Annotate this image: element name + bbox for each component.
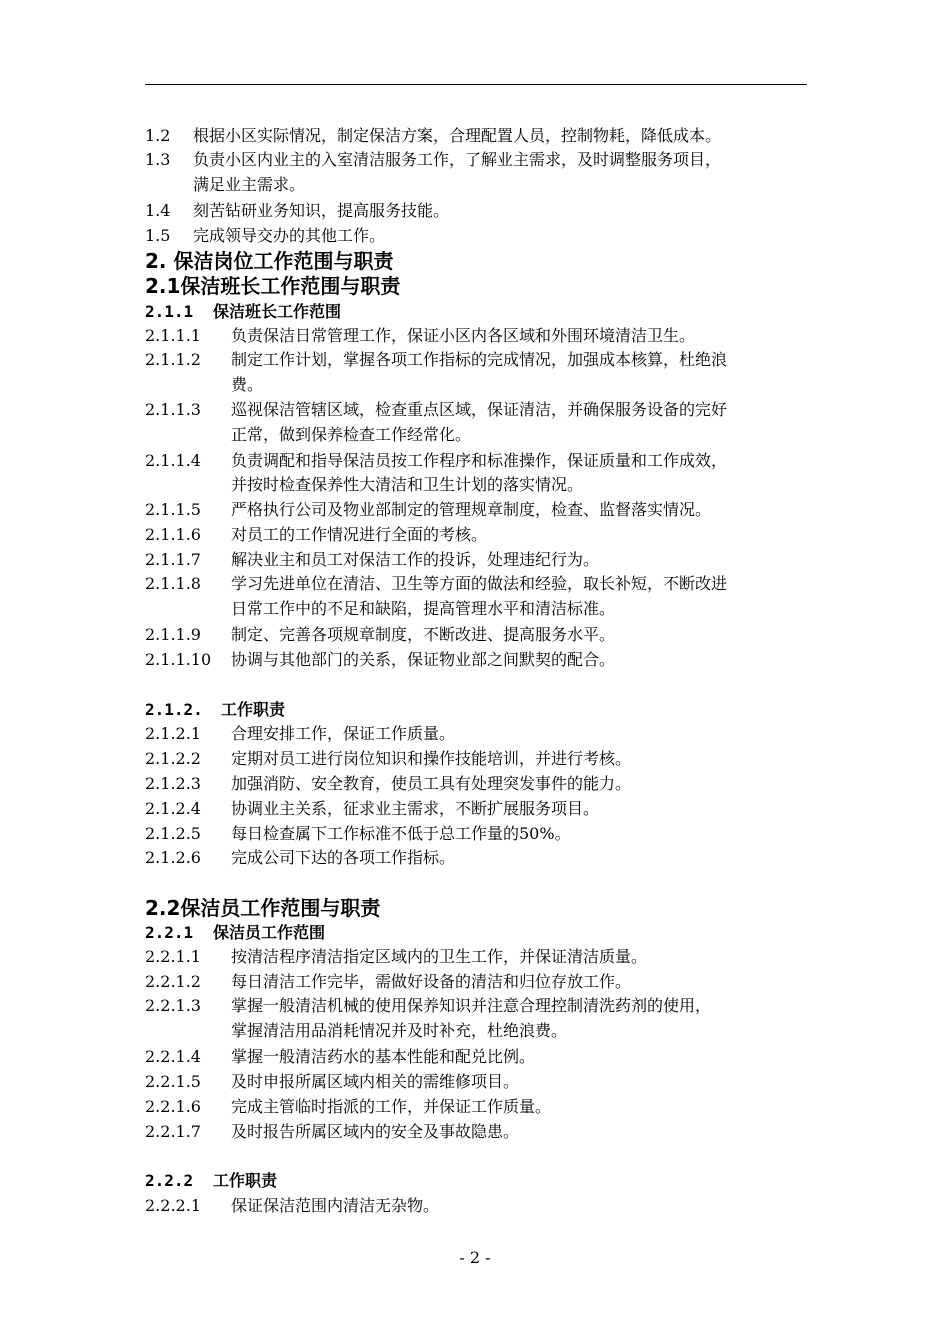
list-item: 2.1.1.9 制定、完善各项规章制度，不断改进、提高服务水平。	[145, 625, 616, 644]
list-item: 2.2.2.1 保证保洁范围内清洁无杂物。	[145, 1196, 440, 1215]
list-item: 2.2.1.7 及时报告所属区域内的安全及事故隐患。	[145, 1122, 520, 1141]
subsection-heading: 2.1.1 保洁班长工作范围	[145, 302, 342, 321]
page-number: - 2 -	[459, 1248, 491, 1267]
list-item: 2.2.1.5 及时申报所属区域内相关的需维修项目。	[145, 1072, 520, 1091]
section-heading: 2.1保洁班长工作范围与职责	[145, 274, 401, 298]
list-item: 1.4 刻苦钻研业务知识，提高服务技能。	[145, 201, 450, 220]
list-item: 2.1.1.3 巡视保洁管辖区域，检查重点区域，保证清洁，并确保服务设备的完好	[145, 400, 728, 419]
list-item: 2.1.1.10 协调与其他部门的关系，保证物业部之间默契的配合。	[145, 650, 616, 669]
list-item: 2.1.2.4 协调业主关系，征求业主需求，不断扩展服务项目。	[145, 799, 600, 818]
list-item-continuation: 并按时检查保养性大清洁和卫生计划的落实情况。	[231, 475, 584, 494]
list-item-continuation: 满足业主需求。	[193, 175, 306, 194]
list-item: 2.1.1.1 负责保洁日常管理工作，保证小区内各区域和外围环境清洁卫生。	[145, 326, 696, 345]
list-item: 2.2.1.2 每日清洁工作完毕，需做好设备的清洁和归位存放工作。	[145, 972, 632, 991]
header-rule	[145, 84, 807, 85]
section-heading: 2.2保洁员工作范围与职责	[145, 896, 381, 920]
section-heading: 2. 保洁岗位工作范围与职责	[145, 249, 394, 273]
list-item: 2.1.2.2 定期对员工进行岗位知识和操作技能培训，并进行考核。	[145, 749, 632, 768]
list-item-continuation: 费。	[231, 375, 264, 394]
list-item-continuation: 日常工作中的不足和缺陷，提高管理水平和清洁标准。	[231, 599, 616, 618]
list-item: 2.1.1.7 解决业主和员工对保洁工作的投诉，处理违纪行为。	[145, 550, 600, 569]
list-item: 1.5 完成领导交办的其他工作。	[145, 226, 386, 245]
list-item: 2.1.2.5 每日检查属下工作标准不低于总工作量的50%。	[145, 824, 571, 843]
list-item: 2.2.1.1 按清洁程序清洁指定区域内的卫生工作，并保证清洁质量。	[145, 947, 648, 966]
list-item: 2.1.2.1 合理安排工作，保证工作质量。	[145, 724, 456, 743]
list-item: 2.2.1.3 掌握一般清洁机械的使用保养知识并注意合理控制清洗药剂的使用，	[145, 996, 712, 1015]
list-item: 1.3 负责小区内业主的入室清洁服务工作，了解业主需求，及时调整服务项目，	[145, 150, 722, 169]
list-item: 2.1.1.5 严格执行公司及物业部制定的管理规章制度，检查、监督落实情况。	[145, 500, 712, 519]
list-item: 2.1.2.3 加强消防、安全教育，使员工具有处理突发事件的能力。	[145, 774, 632, 793]
list-item-continuation: 正常，做到保养检查工作经常化。	[231, 425, 472, 444]
list-item: 2.2.1.4 掌握一般清洁药水的基本性能和配兑比例。	[145, 1047, 536, 1066]
subsection-heading: 2.2.1 保洁员工作范围	[145, 923, 326, 942]
subsection-heading: 2.2.2 工作职责	[145, 1171, 278, 1190]
list-item: 2.2.1.6 完成主管临时指派的工作，并保证工作质量。	[145, 1097, 552, 1116]
list-item: 2.1.1.2 制定工作计划，掌握各项工作指标的完成情况，加强成本核算，杜绝浪	[145, 350, 728, 369]
list-item: 2.1.1.4 负责调配和指导保洁员按工作程序和标准操作，保证质量和工作成效，	[145, 451, 728, 470]
list-item: 2.1.2.6 完成公司下达的各项工作指标。	[145, 848, 456, 867]
list-item: 2.1.1.8 学习先进单位在清洁、卫生等方面的做法和经验，取长补短，不断改进	[145, 574, 728, 593]
subsection-heading: 2.1.2. 工作职责	[145, 700, 286, 719]
list-item-continuation: 掌握清洁用品消耗情况并及时补充，杜绝浪费。	[231, 1021, 568, 1040]
list-item: 2.1.1.6 对员工的工作情况进行全面的考核。	[145, 525, 488, 544]
list-item: 1.2 根据小区实际情况，制定保洁方案，合理配置人员，控制物耗，降低成本。	[145, 126, 722, 145]
